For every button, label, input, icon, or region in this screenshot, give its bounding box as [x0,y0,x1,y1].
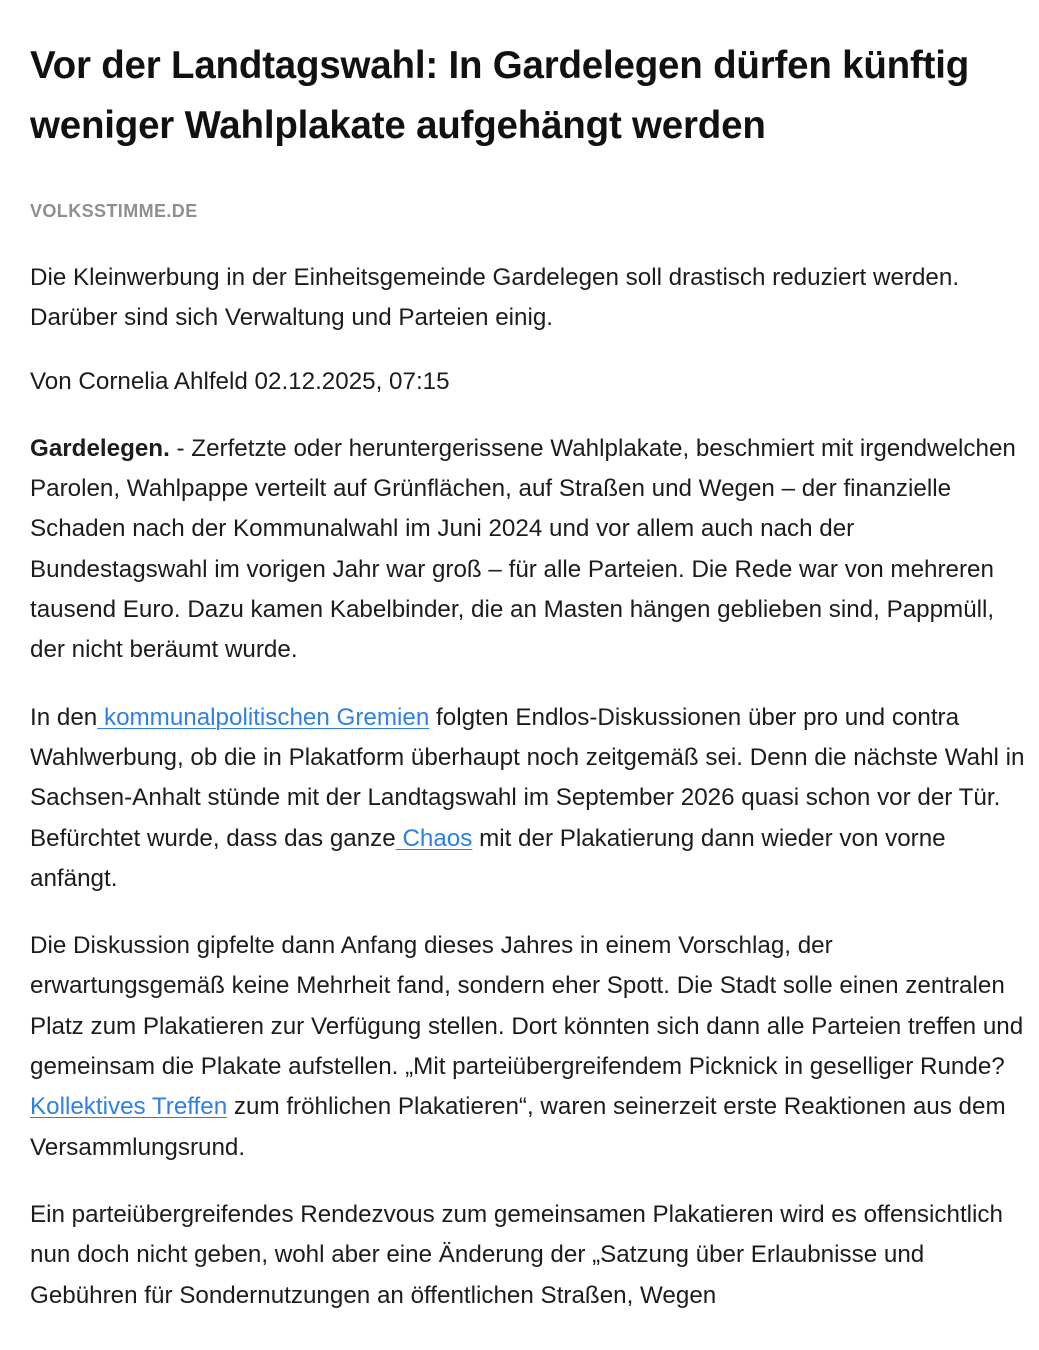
paragraph-3-text-start: Die Diskussion gipfelte dann Anfang dieses Jahres in einem Vorschlag, der erwartungsgemäß keine Mehrheit fand, sondern eher Spott. Die Stadt solle einen zentralen Platz zum Plakatieren zur Verfügung stellen. Dort könnten sich dann alle Parteien treffen und gemeinsam die Plakate aufstellen. „Mit parteiübergreifendem Picknick in geselliger Runde? [30,932,1024,1081]
article-paragraph-4: Ein parteiübergreifendes Rendezvous zum gemeinsamen Plakatieren wird es offensichtlich nun doch nicht geben, wohl aber eine Änderung der „Satzung über Erlaubnisse und Gebühren für Sondernutzungen an öffentlichen Straßen, Wegen [30,1200,1003,1309]
paragraph-2-text-middle: folgten Endlos-Diskussionen über pro und contra Wahlwerbung, ob die in Plakatform überhaupt noch zeitgemäß sei. Denn die nächste Wahl in Sachsen-Anhalt stünde mit der Landtagswahl im September 2026 quasi schon vor der Tür. Befürchtet wurde, dass das ganze [30,703,1025,852]
article-title: Vor der Landtagswahl: In Gardelegen dürfen künftig weniger Wahlplakate aufgehängt werden [30,44,970,147]
article-dateline: Gardelegen. [30,434,170,462]
article-source: VOLKSSTIMME.DE [30,201,198,221]
article-byline: Von Cornelia Ahlfeld 02.12.2025, 07:15 [30,367,450,395]
article-lead: Die Kleinwerbung in der Einheitsgemeinde Gardelegen soll drastisch reduziert werden. Darüber sind sich Verwaltung und Parteien einig. [30,264,960,332]
paragraph-2-text-start: In den [30,703,98,731]
paragraph-1-text: - Zerfetzte oder heruntergerissene Wahlplakate, beschmiert mit irgendwelchen Parolen, Wahlpappe verteilt auf Grünflächen, auf Straßen und Wegen – der finanzielle Schaden nach der Kommunalwahl im Juni 2024 und vor allem auch nach der Bundestagswahl im vorigen Jahr war groß – für alle Parteien. Die Rede war von mehreren tausend Euro. Dazu kamen Kabelbinder, die an Masten hängen geblieben sind, Pappmüll, der nicht beräumt wurde. [30,434,1016,664]
paragraph-2-text-end: mit der Plakatierung dann wieder von vorne anfängt. [30,824,946,892]
link-kollektives-treffen[interactable]: Kollektives Treffen [30,1093,228,1121]
article-paragraph-2 [30,698,1025,899]
article-paragraph-1 [30,429,1025,671]
link-chaos[interactable]: Chaos [395,824,473,852]
link-kommunalpolitische-gremien[interactable]: kommunalpolitischen Gremien [97,703,430,731]
article-paragraph-3 [30,926,1025,1168]
paragraph-3-text-end: zum fröhlichen Plakatieren“, waren seinerzeit erste Reaktionen aus dem Versammlungsrund. [30,1093,1006,1161]
